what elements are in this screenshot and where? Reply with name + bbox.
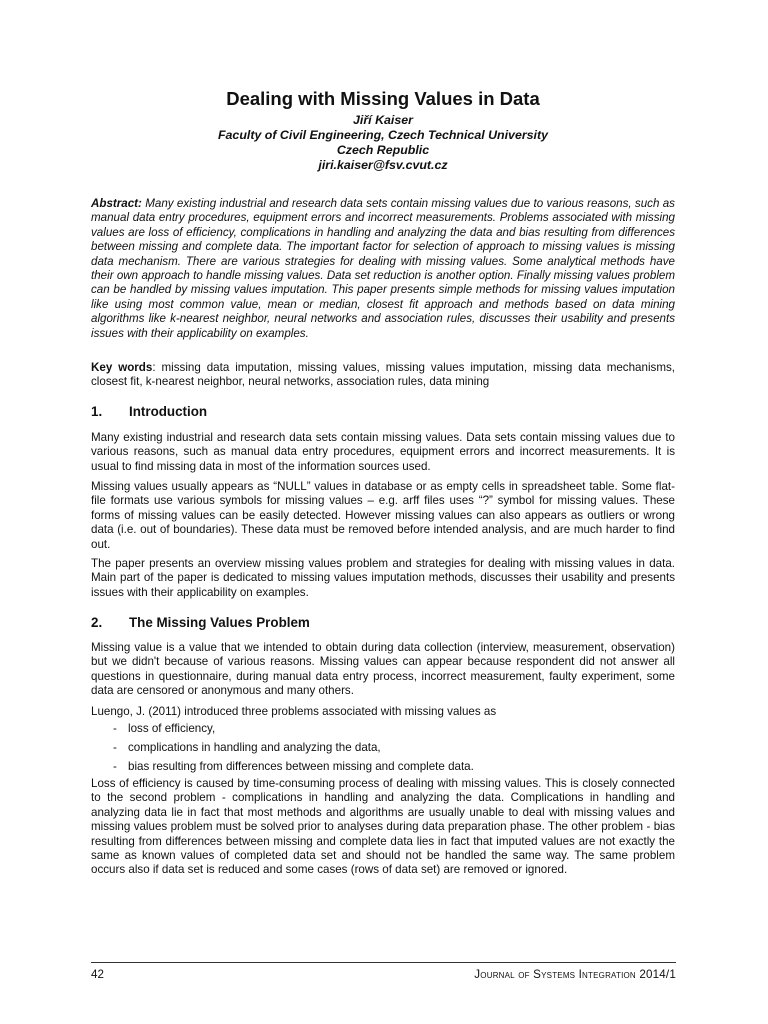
section-number: 2.: [91, 615, 103, 630]
abstract: [91, 197, 675, 341]
author-name: Jiří Kaiser: [353, 113, 413, 127]
bullet-marker: -: [113, 722, 117, 735]
problem-paragraph-2: Luengo, J. (2011) introduced three problems associated with missing values as: [91, 705, 497, 718]
footer-divider: [91, 962, 676, 963]
bullet-marker: -: [113, 741, 117, 754]
problem-paragraph-1: Missing value is a value that we intended to obtain during data collection (interview, measurement, observation) but we didn't because of various reasons. Missing values can appear because respondent did not answer all questions in questionnaire, during manual data entry process, incorrect measurement, faulty experiment, some data are censored or anonymous and many others.: [91, 641, 675, 698]
keywords-label: Key words: [91, 361, 153, 374]
list-item-text: loss of efficiency,: [128, 722, 216, 735]
section-title: The Missing Values Problem: [129, 615, 310, 630]
section-title: Introduction: [129, 404, 208, 419]
section-heading-introduction: [91, 403, 207, 420]
author-affiliation: Faculty of Civil Engineering, Czech Technical University: [217, 128, 549, 142]
list-item-text: bias resulting from differences between missing and complete data.: [128, 760, 474, 773]
section-number: 1.: [91, 404, 103, 419]
keywords: [91, 361, 675, 390]
abstract-label: Abstract:: [91, 197, 142, 210]
intro-paragraph-3: The paper presents an overview missing values problem and strategies for dealing with missing values in data. Main part of the paper is dedicated to missing values imputation methods, discusses their usability and presents issues with their applicability on examples.: [91, 557, 675, 599]
paper-title: Dealing with Missing Values in Data: [226, 88, 540, 109]
section-heading-missing-values-problem: [91, 614, 310, 631]
bullet-marker: -: [113, 760, 117, 773]
intro-paragraph-1: Many existing industrial and research data sets contain missing values. Data sets contain missing values due to various reasons, such as manual data entry procedures, equipment errors and incorrect measurements. It is usual to find missing data in most of the information sources used.: [91, 431, 675, 473]
keywords-text: : missing data imputation, missing values, missing values imputation, missing data mechanisms, closest fit, k-nearest neighbor, neural networks, association rules, data mining: [91, 361, 675, 389]
journal-name: Journal of Systems Integration 2014/1: [474, 968, 676, 981]
problem-paragraph-3: Loss of efficiency is caused by time-consuming process of dealing with missing values. This is closely connected to the second problem - complications in handling and analyzing the data. Complications in handling and analyzing data lie in fact that most methods and algorithms are usually unable to deal with missing values and missing values problem must be solved prior to analyses during data preparation phase. The other problem - bias resulting from differences between missing and complete data lies in fact that imputed values are not exactly the same as known values of completed data set and should not be handled the same way. The same problem occurs also if data set is reduced and some cases (rows of data set) are removed or ignored.: [91, 777, 675, 877]
abstract-text: Many existing industrial and research data sets contain missing values due to various reasons, such as manual data entry procedures, equipment errors and incorrect measurements. Problems associated with missing values are loss of efficiency, complications in handling and analyzing the data and bias resulting from differences between missing and complete data. The important factor for selection of approach to missing values is missing data mechanism. There are various strategies for dealing with missing values. Some analytical methods have their own approach to handle missing values. Data set reduction is another option. Finally missing values problem can be handled by missing values imputation. This paper presents simple methods for missing values imputation like using most common value, mean or median, closest fit approach and methods based on data mining algorithms like k-nearest neighbor, neural networks and association rules, discusses their usability and presents issues with their applicability on examples.: [91, 197, 675, 340]
problems-list: [113, 719, 474, 776]
author-email[interactable]: jiri.kaiser@fsv.cvut.cz: [318, 158, 448, 172]
author-country: Czech Republic: [336, 143, 430, 157]
page-number: 42: [91, 968, 104, 981]
list-item: [113, 719, 474, 738]
list-item-text: complications in handling and analyzing the data,: [128, 741, 381, 754]
intro-paragraph-2: Missing values usually appears as “NULL” values in database or as empty cells in spreadsheet table. Some flat-file formats use various symbols for missing values – e.g. arff files uses “?” symbol for missing values. These forms of missing values can be easily detected. However missing values can also appears as outliers or wrong data (i.e. out of boundaries). These data must be removed before intended analysis, and are much harder to find out.: [91, 480, 675, 551]
list-item: [113, 757, 474, 776]
list-item: [113, 738, 474, 757]
author-block: [91, 113, 675, 173]
